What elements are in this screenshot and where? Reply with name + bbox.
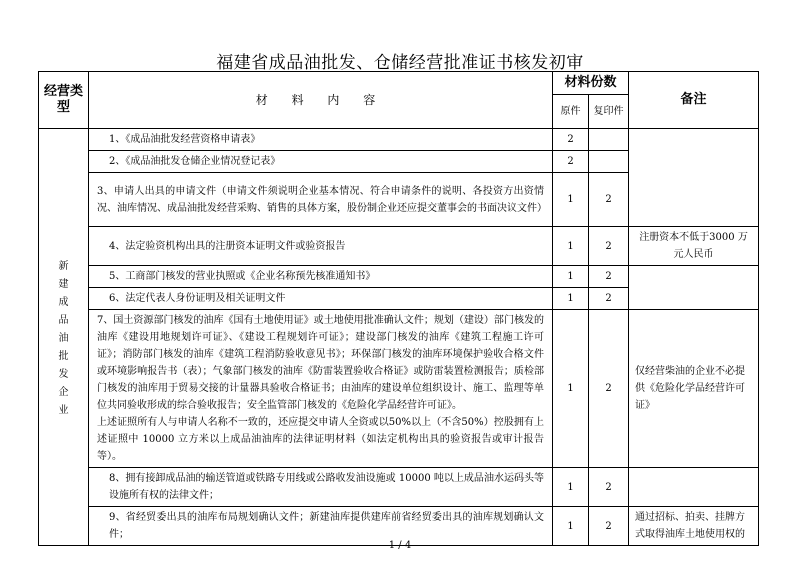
original-count: 1 [553, 310, 589, 468]
original-count: 1 [553, 468, 589, 507]
material-row-5: 5、工商部门核发的营业执照或《企业名称预先核准通知书》 [89, 266, 553, 288]
page-number: 1 / 4 [388, 540, 412, 551]
header-original: 原件 [553, 95, 589, 129]
header-material-content: 材 料 内 容 [89, 72, 553, 129]
material-row-2: 2、《成品油批发仓储企业情况登记表》 [89, 151, 553, 173]
original-count: 1 [553, 266, 589, 288]
material-row-7-main: 7、国土资源部门核发的油库《国有土地使用证》或土地使用批准确认文件；规划（建设）部门核发的油库《建设用地规划许可证》、《建设工程规划许可证》；建设部门核发的油库《建筑工程施工许可证》；消防部门核发的油库《建筑工程消防验收意见书》；环保部门核发的油库环境保护验收合格文件或环境影响报告书（表）；气象部门核发的油库《防雷装置验收合格证》或防雷装置检测报告；质检部门核发的油库用于贸易交接的计量器具验收合格证书；由油库的建设单位组织设计、施工、监理等单位共同验收形成的综合验收报告；安全监管部门核发的《危险化学品经营许可证》。 [97, 315, 544, 412]
material-row-6: 6、法定代表人身份证明及相关证明文件 [89, 288, 553, 310]
remark-empty [629, 468, 759, 507]
header-copy: 复印件 [589, 95, 629, 129]
remark-land: 通过招标、拍卖、挂牌方式取得油库土地使用权的 [629, 507, 759, 546]
original-count: 1 [553, 173, 589, 227]
materials-table [38, 71, 759, 546]
copy-count: 2 [589, 173, 629, 227]
copy-count: 2 [589, 507, 629, 546]
remark-empty [629, 266, 759, 310]
material-row-3: 3、申请人出具的申请文件（申请文件须说明企业基本情况、符合申请条件的说明、各投资方出资情况、油库情况、成品油批发经营采购、销售的具体方案，股份制企业还应提交董事会的书面决议文件） [89, 173, 553, 227]
header-business-type: 经营类型 [39, 72, 89, 129]
document-title: 福建省成品油批发、仓储经营批准证书核发初审 [216, 53, 584, 73]
header-copies: 材料份数 [553, 72, 629, 95]
copy-count [589, 151, 629, 173]
business-type-cell: 新建成品油批发企业 [39, 129, 89, 546]
copy-count: 2 [589, 266, 629, 288]
original-count: 1 [553, 227, 589, 266]
header-remark: 备注 [629, 72, 759, 129]
material-row-7-extra: 上述证照所有人与申请人名称不一致的，还应提交申请人全资或以50%以上（不含50%）控股拥有上述证照中 10000 立方米以上成品油油库的法律证明材料（如法定机构出具的验资报告或审计报告等）。 [97, 417, 544, 463]
original-count: 1 [553, 507, 589, 546]
copy-count: 2 [589, 288, 629, 310]
material-row-1: 1、《成品油批发经营资格申请表》 [89, 129, 553, 151]
remark-diesel: 仅经营柴油的企业不必提供《危险化学品经营许可证》 [629, 310, 759, 468]
original-count: 1 [553, 288, 589, 310]
original-count: 2 [553, 129, 589, 151]
copy-count: 2 [589, 468, 629, 507]
material-row-7 [89, 310, 553, 468]
remark-capital: 注册资本不低于3000 万元人民币 [629, 227, 759, 266]
remark-empty [629, 129, 759, 227]
copy-count [589, 129, 629, 151]
copy-count: 2 [589, 310, 629, 468]
material-row-8: 8、拥有接卸成品油的输送管道或铁路专用线或公路收发油设施或 10000 吨以上成品油水运码头等设施所有权的法律文件； [89, 468, 553, 507]
material-row-4: 4、法定验资机构出具的注册资本证明文件或验资报告 [89, 227, 553, 266]
original-count: 2 [553, 151, 589, 173]
material-row-9: 9、省经贸委出具的油库布局规划确认文件；新建油库提供建库前省经贸委出具的油库规划确认文件； [89, 507, 553, 546]
copy-count: 2 [589, 227, 629, 266]
